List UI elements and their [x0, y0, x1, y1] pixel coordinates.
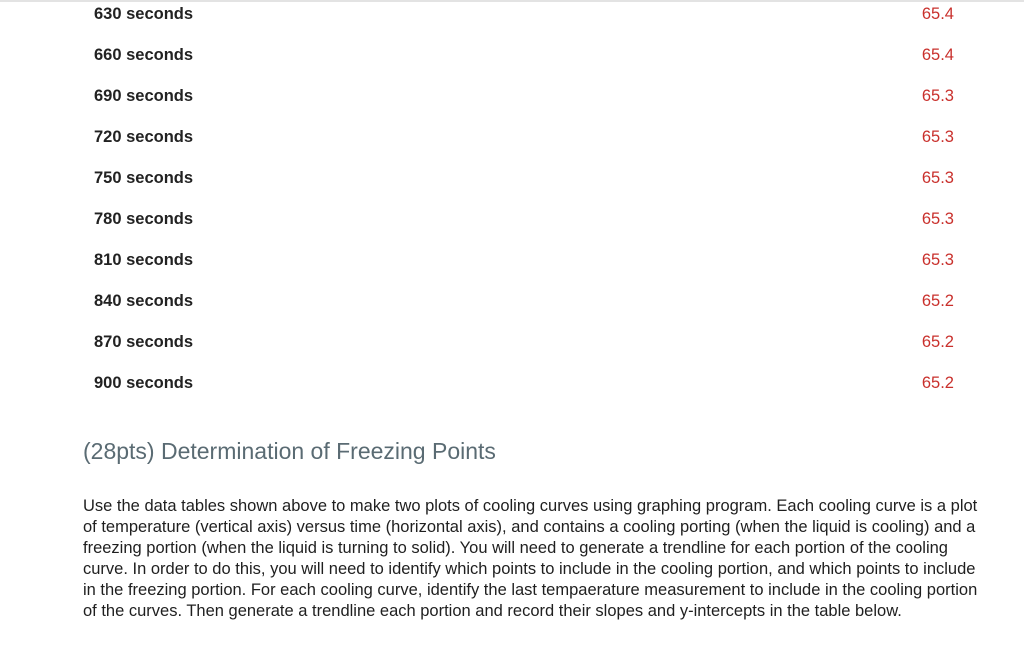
time-cell: 750 seconds	[94, 169, 194, 187]
temperature-cell: 65.3	[921, 251, 954, 269]
table-row	[94, 82, 956, 123]
time-cell: 810 seconds	[94, 251, 194, 269]
time-cell: 690 seconds	[94, 87, 194, 105]
temperature-cell: 65.3	[921, 210, 954, 228]
time-cell: 900 seconds	[94, 374, 194, 392]
temperature-cell: 65.2	[921, 292, 954, 310]
time-cell: 870 seconds	[94, 333, 194, 351]
temperature-cell: 65.2	[921, 374, 954, 392]
temperature-cell: 65.4	[921, 46, 954, 64]
temperature-cell: 65.2	[921, 333, 954, 351]
table-row	[94, 246, 956, 287]
table-row	[94, 123, 956, 164]
time-cell: 840 seconds	[94, 292, 194, 310]
time-cell: 780 seconds	[94, 210, 194, 228]
table-row	[94, 164, 956, 205]
time-cell: 720 seconds	[94, 128, 194, 146]
table-row	[94, 287, 956, 328]
temperature-cell: 65.3	[921, 169, 954, 187]
table-row	[94, 205, 956, 246]
temperature-cell: 65.4	[921, 5, 954, 23]
time-cell: 660 seconds	[94, 46, 194, 64]
temperature-data-table	[94, 0, 956, 410]
table-row	[94, 369, 956, 410]
table-row	[94, 41, 956, 82]
time-cell: 630 seconds	[94, 5, 194, 23]
instructions-paragraph: Use the data tables shown above to make two plots of cooling curves using graphing program. Each cooling curve is a plot of temperature (vertical axis) versus time (horizontal axis), and contains a cooling porting (when the liquid is cooling) and a freezing portion (when the liquid is turning to solid). You will need to generate a trendline for each portion of the cooling curve. In order to do this, you will need to identify which points to include in the cooling portion, and which points to include in the freezing portion. For each cooling curve, identify the last tempaerature measurement to include in the cooling portion of the curves. Then generate a trendline each portion and record their slopes and y-intercepts in the table below.	[83, 497, 978, 620]
table-row	[94, 328, 956, 369]
temperature-cell: 65.3	[921, 87, 954, 105]
table-row	[94, 0, 956, 41]
section-heading: (28pts) Determination of Freezing Points	[83, 438, 496, 464]
temperature-cell: 65.3	[921, 128, 954, 146]
